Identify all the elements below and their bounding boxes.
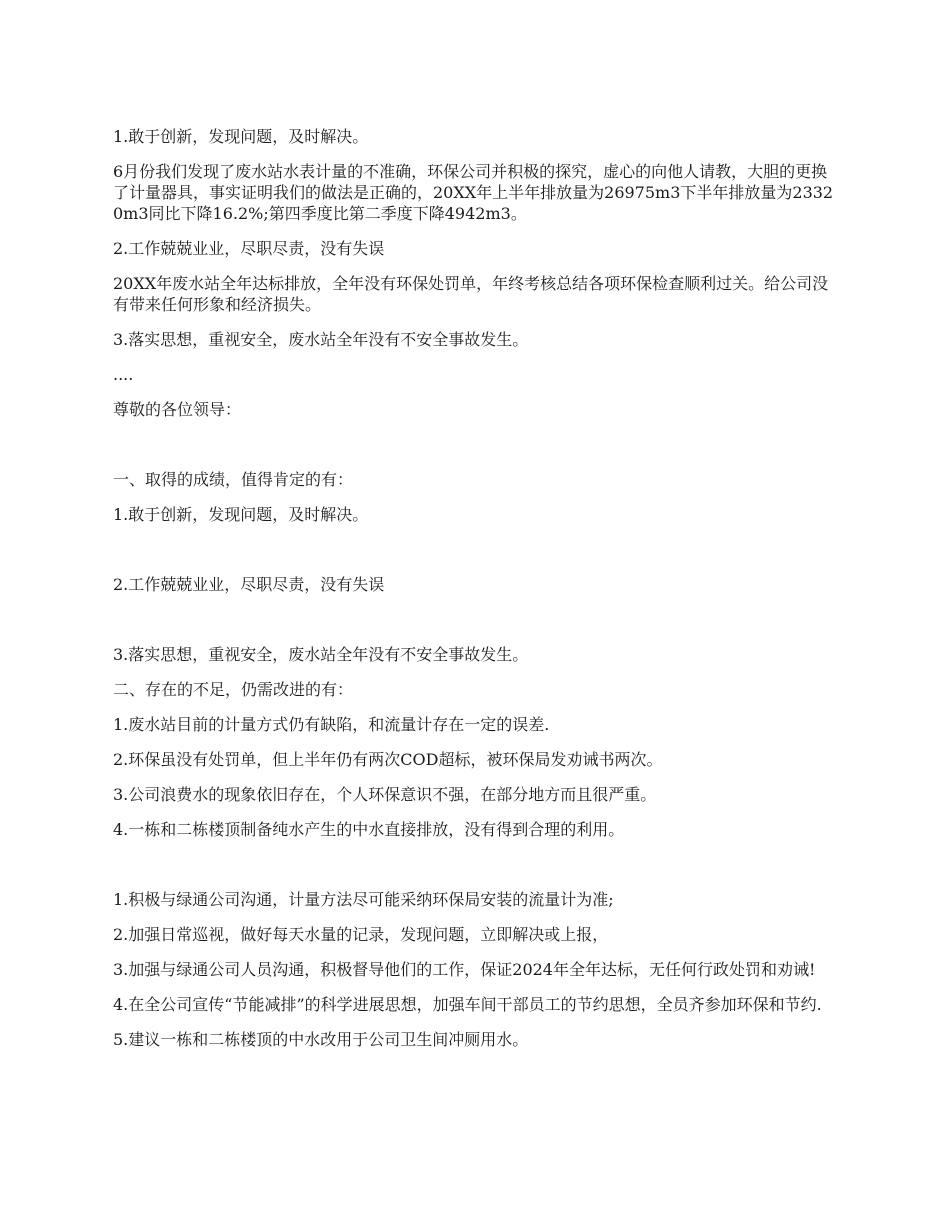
paragraph: 2.环保虽没有处罚单，但上半年仍有两次COD超标，被环保局发劝诫书两次。 (113, 750, 663, 769)
salutation: 尊敬的各位领导： (113, 400, 242, 419)
paragraph: 2.工作兢兢业业，尽职尽责，没有失误 (113, 239, 385, 258)
paragraph: 5.建议一栋和二栋楼顶的中水改用于公司卫生间冲厕用水。 (113, 1030, 529, 1049)
paragraph: 1.废水站目前的计量方式仍有缺陷，和流量计存在一定的误差. (113, 715, 550, 734)
section-heading: 二、存在的不足，仍需改进的有： (113, 680, 354, 699)
paragraph: 20XX年废水站全年达标排放，全年没有环保处罚单，年终考核总结各项环保检查顺利过关。给公司没有带来任何形象和经济损失。 (113, 274, 829, 314)
paragraph: 3.落实思想，重视安全，废水站全年没有不安全事故发生。 (113, 645, 529, 664)
paragraph: 3.落实思想，重视安全，废水站全年没有不安全事故发生。 (113, 330, 529, 349)
paragraph: 4.在全公司宣传“节能减排”的科学进展思想，加强车间干部员工的节约思想，全员齐参加环保和节约. (113, 995, 822, 1014)
paragraph: 1.积极与绿通公司沟通，计量方法尽可能采纳环保局安装的流量计为准; (113, 890, 614, 909)
paragraph: 3.公司浪费水的现象依旧存在，个人环保意识不强，在部分地方而且很严重。 (113, 785, 657, 804)
paragraph: 6月份我们发现了废水站水表计量的不准确，环保公司并积极的探究，虚心的向他人请教，大胆的更换了计量器具，事实证明我们的做法是正确的，20XX年上半年排放量为26975m3下半年排放量为23320m3同比下降16.2%;第四季度比第二季度下降4942m3。 (113, 162, 834, 223)
paragraph: 2.加强日常巡视，做好每天水量的记录，发现问题，立即解决或上报， (113, 925, 609, 944)
paragraph: 1.敢于创新，发现问题，及时解决。 (113, 505, 369, 524)
paragraph: 3.加强与绿通公司人员沟通，积极督导他们的工作，保证2024年全年达标，无任何行政处罚和劝诫! (113, 960, 816, 979)
paragraph: .... (113, 365, 134, 384)
document-body (113, 126, 835, 1064)
paragraph: 4.一栋和二栋楼顶制备纯水产生的中水直接排放，没有得到合理的利用。 (113, 820, 625, 839)
paragraph: 2.工作兢兢业业，尽职尽责，没有失误 (113, 575, 385, 594)
paragraph: 1.敢于创新，发现问题，及时解决。 (113, 127, 369, 146)
section-heading: 一、取得的成绩，值得肯定的有： (113, 470, 354, 489)
